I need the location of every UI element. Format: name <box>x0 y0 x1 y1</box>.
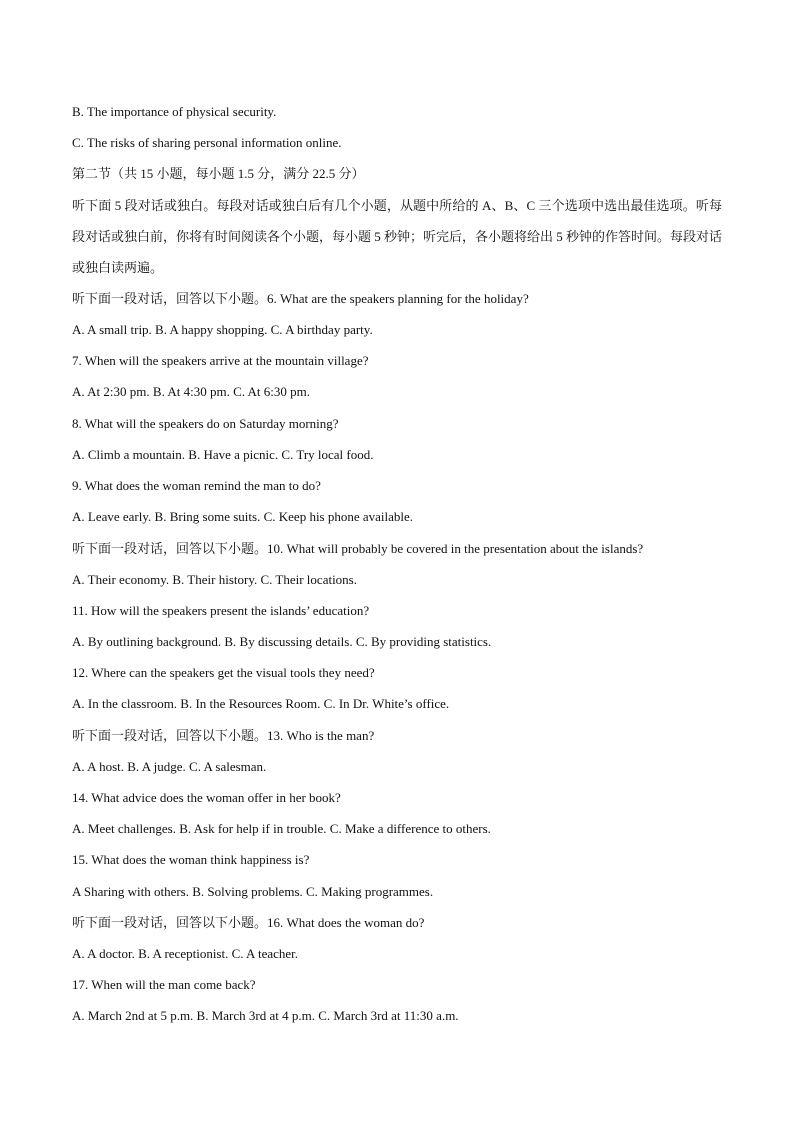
question-line: 14. What advice does the woman offer in her book? <box>72 790 341 805</box>
option-line: A. A small trip. B. A happy shopping. C. A birthday party. <box>72 322 373 337</box>
option-line: A. By outlining background. B. By discussing details. C. By providing statistics. <box>72 634 492 649</box>
question-line: 听下面一段对话，回答以下小题。6. What are the speakers planning for the holiday? <box>72 291 529 306</box>
question-line: 听下面一段对话，回答以下小题。10. What will probably be covered in the presentation about the islands? <box>72 541 644 556</box>
option-line: A Sharing with others. B. Solving problems. C. Making programmes. <box>72 884 434 899</box>
option-line: A. In the classroom. B. In the Resources Room. C. In Dr. White’s office. <box>72 696 450 711</box>
question-line: 8. What will the speakers do on Saturday morning? <box>72 416 339 431</box>
question-line: 听下面一段对话，回答以下小题。16. What does the woman do? <box>72 915 425 930</box>
option-line: A. A host. B. A judge. C. A salesman. <box>72 759 267 774</box>
option-line: A. March 2nd at 5 p.m. B. March 3rd at 4 p.m. C. March 3rd at 11:30 a.m. <box>72 1008 459 1023</box>
question-line: 15. What does the woman think happiness is? <box>72 852 310 867</box>
question-line: 7. When will the speakers arrive at the mountain village? <box>72 353 369 368</box>
option-line: A. At 2:30 pm. B. At 4:30 pm. C. At 6:30 pm. <box>72 384 310 399</box>
question-line: 听下面一段对话，回答以下小题。13. Who is the man? <box>72 728 375 743</box>
question-line: 11. How will the speakers present the islands’ education? <box>72 603 370 618</box>
option-line: A. A doctor. B. A receptionist. C. A teacher. <box>72 946 299 961</box>
option-line: B. The importance of physical security. <box>72 104 277 119</box>
section-heading: 第二节（共 15 小题，每小题 1.5 分，满分 22.5 分） <box>72 166 365 181</box>
option-line: C. The risks of sharing personal information online. <box>72 135 342 150</box>
option-line: A. Meet challenges. B. Ask for help if in trouble. C. Make a difference to others. <box>72 821 491 836</box>
question-line: 17. When will the man come back? <box>72 977 256 992</box>
option-line: A. Climb a mountain. B. Have a picnic. C. Try local food. <box>72 447 374 462</box>
option-line: A. Their economy. B. Their history. C. Their locations. <box>72 572 357 587</box>
instructions-paragraph: 听下面 5 段对话或独白。每段对话或独白后有几个小题，从题中所给的 A、B、C 三个选项中选出最佳选项。听每段对话或独白前，你将有时间阅读各个小题，每小题 5 秒钟；听完后，各小题将给出 5 秒钟的作答时间。每段对话或独白读两遍。 <box>72 198 723 275</box>
question-line: 12. Where can the speakers get the visual tools they need? <box>72 665 375 680</box>
option-line: A. Leave early. B. Bring some suits. C. Keep his phone available. <box>72 509 414 524</box>
question-line: 9. What does the woman remind the man to do? <box>72 478 321 493</box>
